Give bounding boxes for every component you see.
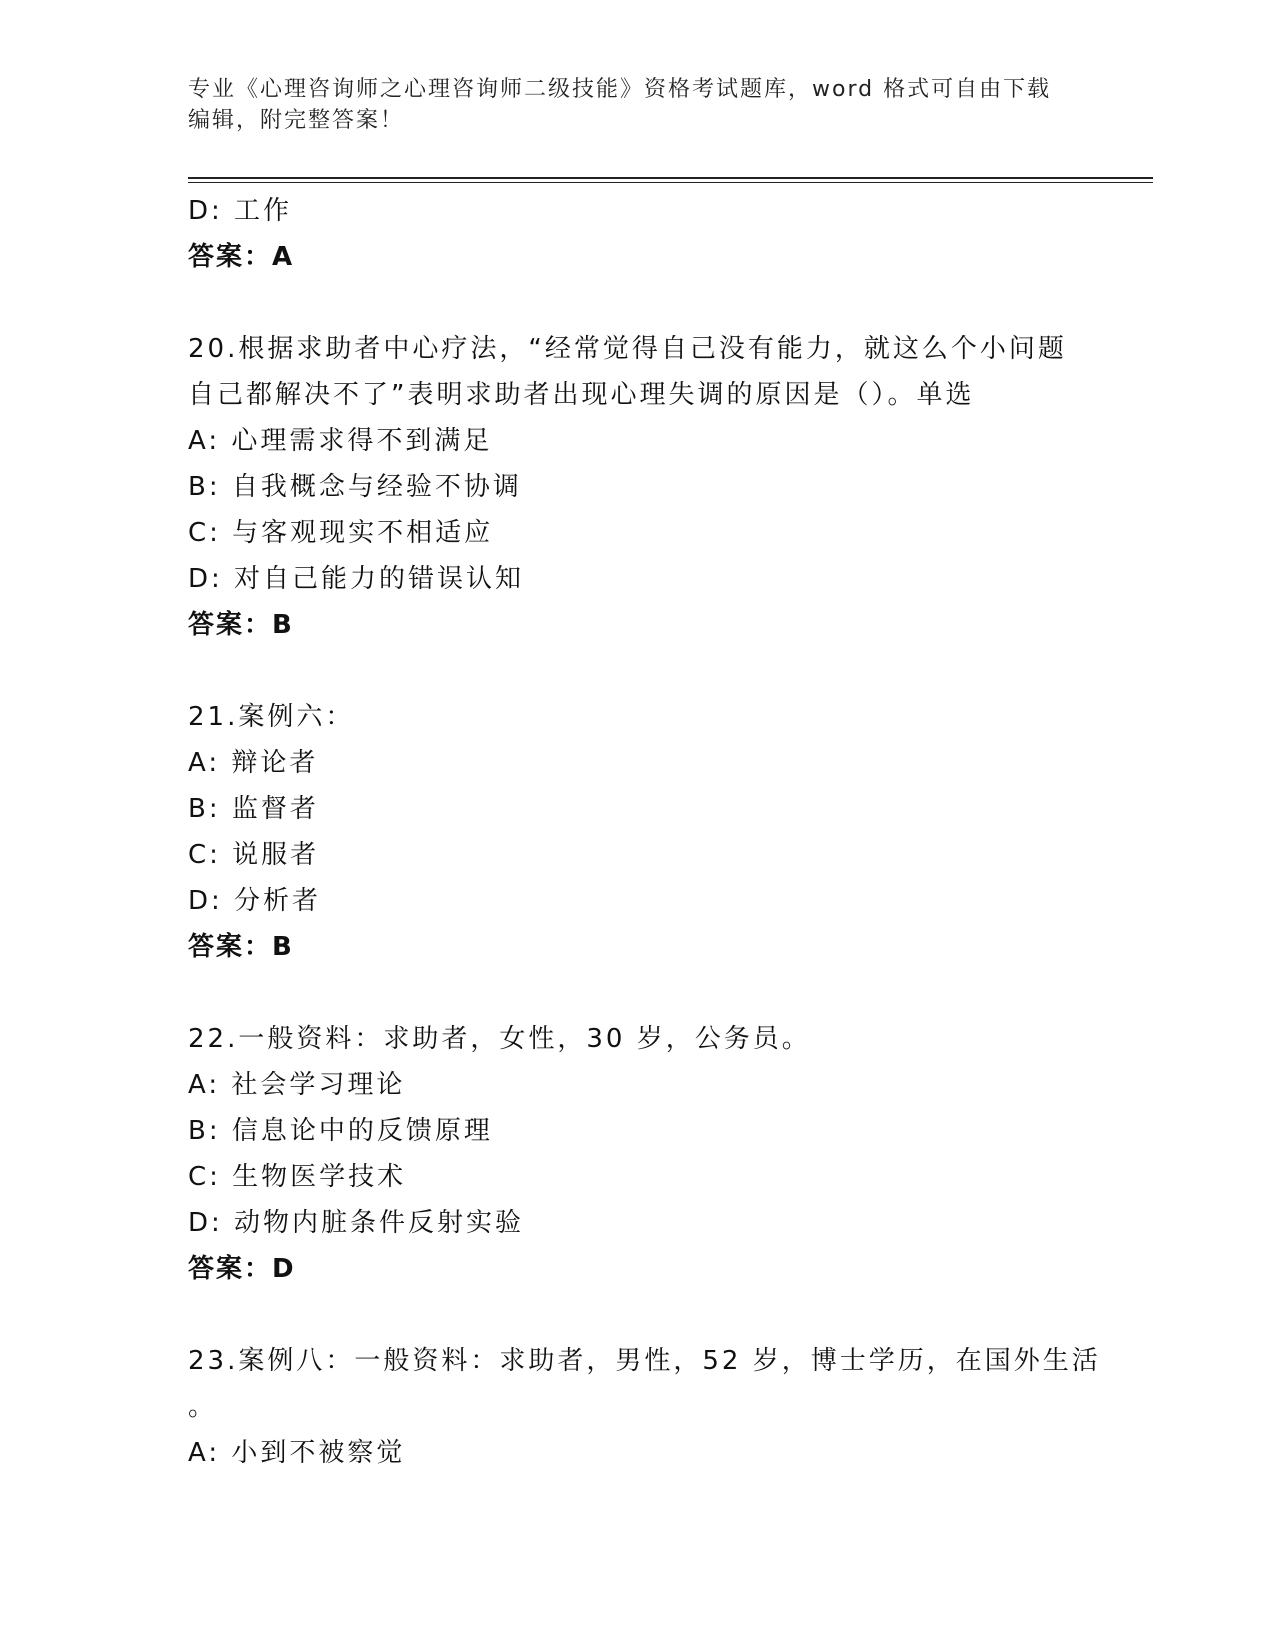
spacer bbox=[188, 648, 1128, 694]
question-20-option-b: B: 自我概念与经验不协调 bbox=[188, 472, 522, 502]
header-line-2: 编辑，附完整答案！ bbox=[188, 108, 405, 133]
question-21-option-d: D: 分析者 bbox=[188, 886, 322, 916]
question-23-option-a: A: 小到不被察觉 bbox=[188, 1438, 406, 1468]
question-21-text: 21.案例六： bbox=[188, 702, 355, 732]
question-20-option-a: A: 心理需求得不到满足 bbox=[188, 426, 493, 456]
question-23-text-line-2: 。 bbox=[188, 1392, 218, 1422]
header-line-1: 专业《心理咨询师之心理咨询师二级技能》资格考试题库，word 格式可自由下载 bbox=[188, 77, 1052, 102]
question-22-option-a: A: 社会学习理论 bbox=[188, 1070, 406, 1100]
page-header bbox=[188, 74, 1088, 136]
question-21-option-a: A: 辩论者 bbox=[188, 748, 319, 778]
question-22-option-c: C: 生物医学技术 bbox=[188, 1162, 407, 1192]
question-21 bbox=[188, 694, 1128, 970]
question-22-text: 22.一般资料：求助者，女性，30 岁，公务员。 bbox=[188, 1024, 811, 1054]
question-20 bbox=[188, 326, 1128, 648]
question-20-text-line-1: 20.根据求助者中心疗法，“经常觉得自己没有能力，就这么个小问题 bbox=[188, 334, 1067, 364]
question-content bbox=[188, 188, 1128, 1476]
question-23-text-line-1: 23.案例八：一般资料：求助者，男性，52 岁，博士学历，在国外生活 bbox=[188, 1346, 1101, 1376]
prev-option-d: D: 工作 bbox=[188, 196, 293, 226]
header-rule-thin bbox=[188, 182, 1153, 183]
question-20-option-c: C: 与客观现实不相适应 bbox=[188, 518, 494, 548]
spacer bbox=[188, 280, 1128, 326]
question-22-option-b: B: 信息论中的反馈原理 bbox=[188, 1116, 493, 1146]
question-22-answer: 答案：D bbox=[188, 1254, 296, 1284]
question-21-option-b: B: 监督者 bbox=[188, 794, 319, 824]
question-22 bbox=[188, 1016, 1128, 1292]
question-22-option-d: D: 动物内脏条件反射实验 bbox=[188, 1208, 525, 1238]
prev-answer: 答案：A bbox=[188, 242, 295, 272]
question-21-answer: 答案：B bbox=[188, 932, 294, 962]
question-20-option-d: D: 对自己能力的错误认知 bbox=[188, 564, 525, 594]
question-23 bbox=[188, 1338, 1128, 1476]
question-21-option-c: C: 说服者 bbox=[188, 840, 320, 870]
spacer bbox=[188, 970, 1128, 1016]
question-20-text-line-2: 自己都解决不了”表明求助者出现心理失调的原因是（）。单选 bbox=[188, 380, 975, 410]
spacer bbox=[188, 1292, 1128, 1338]
question-20-answer: 答案：B bbox=[188, 610, 294, 640]
header-rule-thick bbox=[188, 177, 1153, 179]
